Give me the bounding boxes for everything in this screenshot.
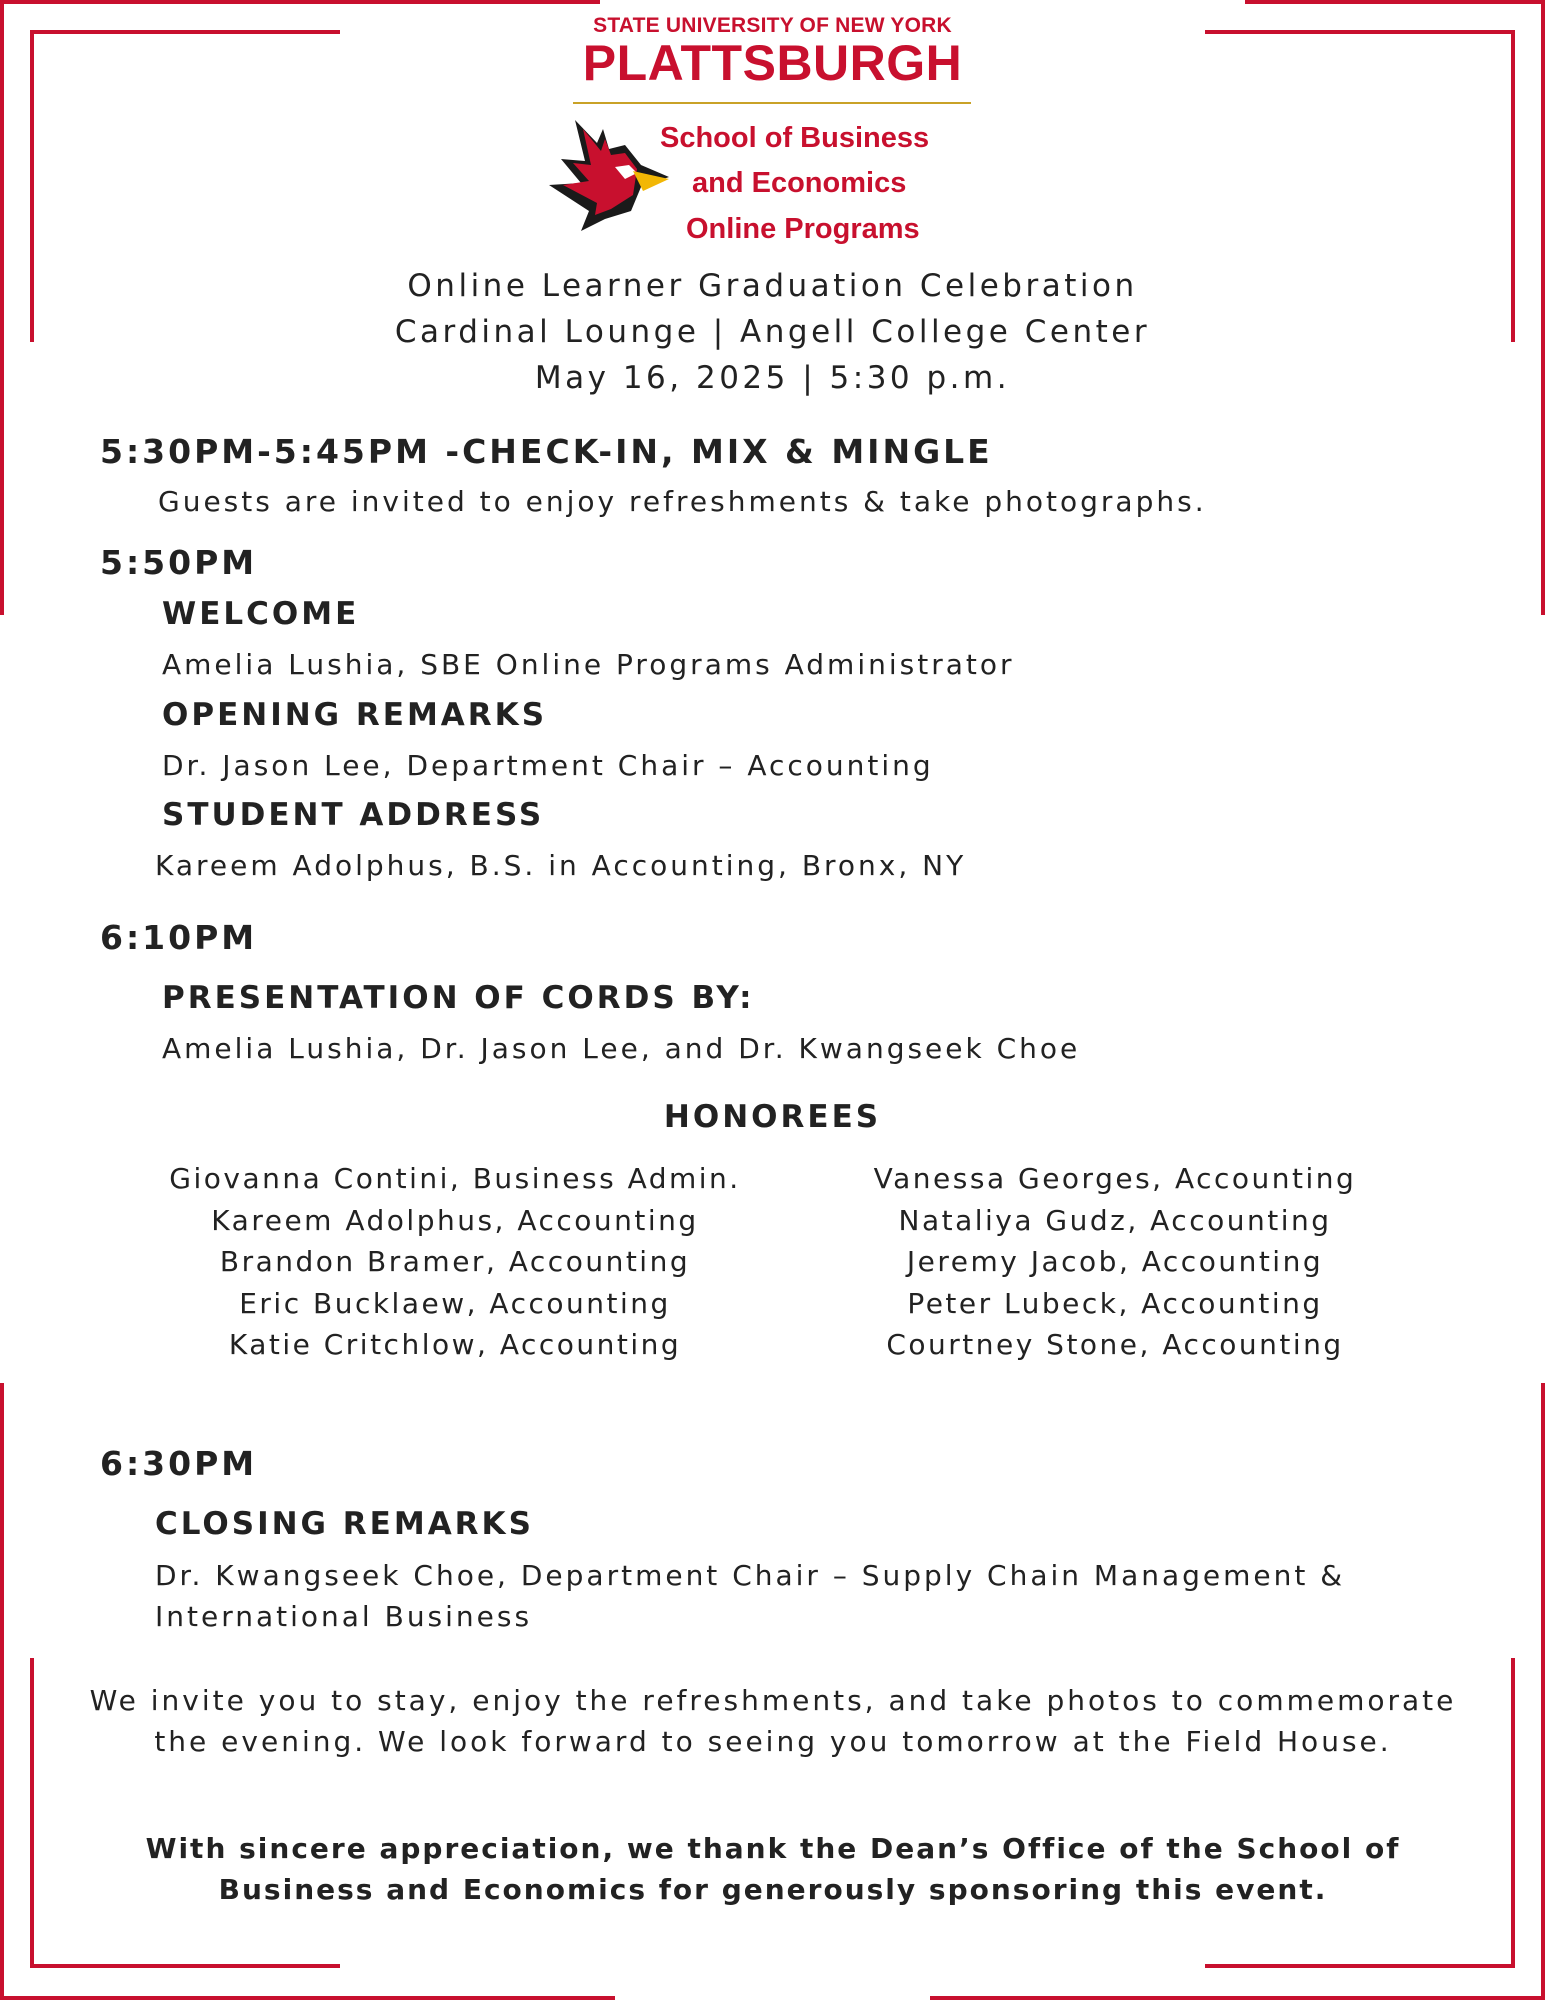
opening-remarks-heading: OPENING REMARKS xyxy=(162,697,548,733)
list-item: Nataliya Gudz, Accounting xyxy=(898,1203,1332,1237)
list-item: Courtney Stone, Accounting xyxy=(886,1328,1344,1361)
wordmark-divider xyxy=(573,102,971,104)
event-date: May 16, 2025 | 5:30 p.m. xyxy=(534,360,1011,396)
student-address-speaker: Kareem Adolphus, B.S. in Accounting, Bronx, NY xyxy=(155,849,967,882)
frame-outer-left xyxy=(0,0,4,615)
closing-remarks-speaker-line-2: International Business xyxy=(155,1600,533,1633)
honorees-left-column xyxy=(100,1158,810,1366)
frame-bottom-right-vertical xyxy=(1511,1658,1515,1968)
event-title: Online Learner Graduation Celebration xyxy=(407,268,1138,304)
checkin-time: 5:30PM-5:45PM -CHECK-IN, MIX & MINGLE xyxy=(100,432,993,471)
event-location: Cardinal Lounge | Angell College Center xyxy=(394,314,1151,350)
list-item: Giovanna Contini, Business Admin. xyxy=(169,1162,741,1195)
invitation-paragraph: We invite you to stay, enjoy the refreshments, and take photos to commemorate the evening. We look forward to seeing you tomorrow at the Field House. xyxy=(89,1684,1457,1758)
frame-outer-top-rule xyxy=(0,0,600,4)
list-item: Vanessa Georges, Accounting xyxy=(873,1162,1357,1195)
checkin-description: Guests are invited to enjoy refreshments & take photographs. xyxy=(158,485,1207,518)
student-address-heading: STUDENT ADDRESS xyxy=(162,797,545,833)
welcome-speaker: Amelia Lushia, SBE Online Programs Administrator xyxy=(162,648,1015,681)
sponsor-thanks: With sincere appreciation, we thank the Dean’s Office of the School of Business and Economics for generously sponsoring this event. xyxy=(145,1832,1401,1906)
list-item: Jeremy Jacob, Accounting xyxy=(906,1245,1324,1278)
honorees-heading: HONOREES xyxy=(663,1099,882,1135)
frame-outer-right xyxy=(1541,0,1545,615)
list-item: Katie Critchlow, Accounting xyxy=(228,1328,682,1361)
frame-outer-bottom-right xyxy=(930,1996,1545,2000)
cords-heading: PRESENTATION OF CORDS BY: xyxy=(162,980,755,1016)
frame-bottom-left-vertical xyxy=(30,1658,34,1968)
suny-wordmark: STATE UNIVERSITY OF NEW YORK xyxy=(593,14,952,37)
list-item: Brandon Bramer, Accounting xyxy=(219,1245,691,1278)
frame-bottom-right-rule xyxy=(1205,1964,1515,1968)
opening-remarks-speaker: Dr. Jason Lee, Department Chair – Accounting xyxy=(162,749,934,782)
welcome-heading: WELCOME xyxy=(162,596,360,632)
frame-outer-left-lower xyxy=(0,1383,4,2000)
plattsburgh-wordmark: PLATTSBURGH xyxy=(582,35,963,91)
closing-remarks-speaker-line-1: Dr. Kwangseek Choe, Department Chair – Supply Chain Management & xyxy=(155,1559,1346,1592)
school-name-line-2: and Economics xyxy=(692,167,907,199)
cardinal-head-icon xyxy=(545,115,670,235)
list-item: Peter Lubeck, Accounting xyxy=(907,1286,1323,1320)
cords-time: 6:10PM xyxy=(100,918,258,957)
frame-bottom-left-rule xyxy=(30,1964,340,1968)
frame-outer-top-right xyxy=(1245,0,1545,4)
school-name-line-3: Online Programs xyxy=(686,213,920,245)
closing-remarks-heading: CLOSING REMARKS xyxy=(155,1506,534,1542)
cords-presenters: Amelia Lushia, Dr. Jason Lee, and Dr. Kwangseek Choe xyxy=(162,1032,1081,1065)
honorees-right-column xyxy=(780,1158,1450,1366)
school-name-line-1: School of Business xyxy=(660,122,930,154)
welcome-time: 5:50PM xyxy=(100,543,258,582)
frame-outer-right-lower xyxy=(1541,1383,1545,2000)
frame-outer-bottom-left xyxy=(0,1996,615,2000)
list-item: Kareem Adolphus, Accounting xyxy=(211,1203,699,1237)
list-item: Eric Bucklaew, Accounting xyxy=(239,1286,671,1320)
closing-time: 6:30PM xyxy=(100,1444,258,1483)
